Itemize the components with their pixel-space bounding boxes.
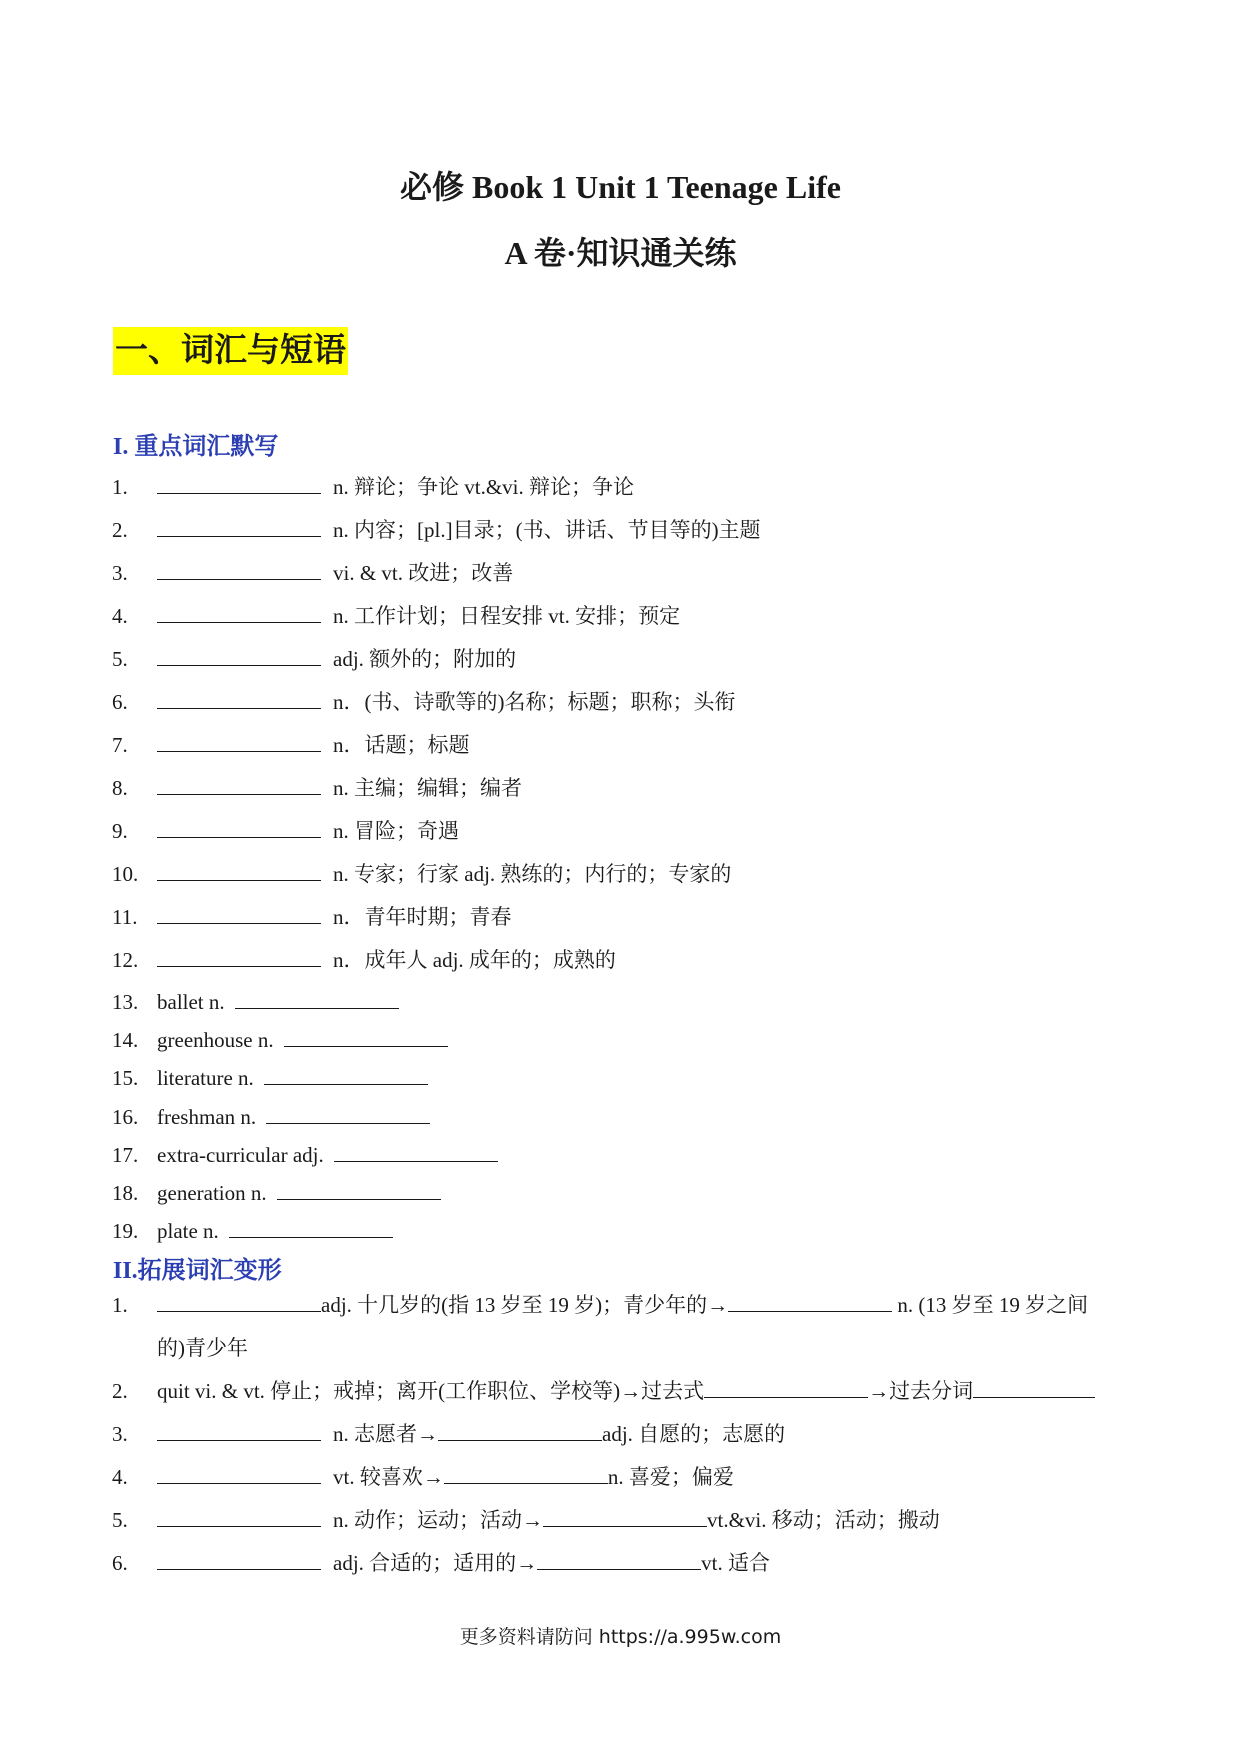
answer-blank[interactable] [157,731,321,752]
item-text: adj. 额外的；附加的 [333,647,517,671]
item-number: 1. [112,1293,128,1317]
item-text: quit vi. & vt. 停止；戒掉；离开(工作职位、学校等)→过去式 [157,1379,705,1403]
item-text: n. 工作计划；日程安排 vt. 安排；预定 [333,604,681,628]
part2-heading: II.拓展词汇变形 [113,1258,282,1284]
answer-blank[interactable] [334,1141,498,1162]
answer-blank[interactable] [543,1506,707,1527]
item-number: 2. [112,1379,128,1403]
answer-blank[interactable] [157,946,321,967]
answer-blank[interactable] [157,1420,321,1441]
item-number: 14. [112,1028,139,1052]
answer-blank[interactable] [157,559,321,580]
item-number: 9. [112,819,128,843]
item-text: generation n. [157,1181,267,1205]
item-number: 16. [112,1105,139,1129]
item-number: 11. [112,905,138,929]
answer-blank[interactable] [235,988,399,1009]
item-number: 2. [112,518,128,542]
answer-blank[interactable] [157,645,321,666]
answer-blank[interactable] [438,1420,602,1441]
item-text: vt. 较喜欢→ [333,1465,444,1489]
item-number: 15. [112,1066,139,1090]
item-text: n. 动作；运动；活动→ [333,1508,543,1532]
item-text: adj. 合适的；适用的→ [333,1551,538,1575]
item-number: 4. [112,1465,128,1489]
answer-blank[interactable] [229,1217,393,1238]
item-text: vt. 适合 [701,1551,770,1575]
answer-blank[interactable] [266,1103,430,1124]
answer-blank[interactable] [157,774,321,795]
item-number: 12. [112,948,139,972]
item-text: plate n. [157,1219,219,1243]
item-number: 5. [112,1508,128,1532]
answer-blank[interactable] [157,1463,321,1484]
answer-blank[interactable] [157,1549,321,1570]
answer-blank[interactable] [264,1064,428,1085]
item-text: freshman n. [157,1105,257,1129]
item-text: adj. 十几岁的(指 13 岁至 19 岁)；青少年的→ [321,1293,729,1317]
document-subtitle: A 卷·知识通关练 [504,235,737,271]
answer-blank[interactable] [157,1291,321,1312]
item-number: 4. [112,604,128,628]
answer-blank[interactable] [157,516,321,537]
item-text: vi. & vt. 改进；改善 [333,561,514,585]
item-number: 8. [112,776,128,800]
item-text: n. (13 岁至 19 岁之间 [892,1293,1089,1317]
answer-blank[interactable] [157,903,321,924]
item-number: 5. [112,647,128,671]
answer-blank[interactable] [444,1463,608,1484]
answer-blank[interactable] [157,602,321,623]
part1-heading: I. 重点词汇默写 [113,434,279,460]
answer-blank[interactable] [157,860,321,881]
item-text: n. 辩论；争论 vt.&vi. 辩论；争论 [333,475,635,499]
item-number: 7. [112,733,128,757]
item-text: greenhouse n. [157,1028,274,1052]
item-text: literature n. [157,1066,254,1090]
item-text: extra-curricular adj. [157,1143,324,1167]
item-number: 1. [112,475,128,499]
item-text: ballet n. [157,990,225,1014]
item-text: n. 内容；[pl.]目录；(书、讲话、节目等的)主题 [333,518,761,542]
item-number: 6. [112,1551,128,1575]
answer-blank[interactable] [157,817,321,838]
item-text: n. 冒险；奇遇 [333,819,459,843]
item-text: n. 主编；编辑；编者 [333,776,522,800]
answer-blank[interactable] [704,1377,868,1398]
item-number: 19. [112,1219,139,1243]
item-number: 17. [112,1143,139,1167]
item-number: 18. [112,1181,139,1205]
answer-blank[interactable] [284,1026,448,1047]
item-number: 6. [112,690,128,714]
item-text: →过去分词 [868,1379,974,1403]
item-text: vt.&vi. 移动；活动；搬动 [707,1508,940,1532]
item-text: n．成年人 adj. 成年的；成熟的 [333,948,616,972]
item-text: adj. 自愿的；志愿的 [602,1422,786,1446]
answer-blank[interactable] [157,1506,321,1527]
item-text: n. 志愿者→ [333,1422,438,1446]
item-text: n．青年时期；青春 [333,905,512,929]
answer-blank[interactable] [728,1291,892,1312]
answer-blank[interactable] [157,688,321,709]
item-number: 10. [112,862,139,886]
item-number: 3. [112,561,128,585]
document-title: 必修 Book 1 Unit 1 Teenage Life [400,169,841,205]
answer-blank[interactable] [973,1377,1095,1398]
answer-blank[interactable] [157,473,321,494]
item-text: n. 喜爱；偏爱 [607,1465,734,1489]
item-number: 13. [112,990,139,1014]
footer-note: 更多资料请防问 https://a.995w.com [459,1626,782,1648]
answer-blank[interactable] [537,1549,701,1570]
item-text: n．(书、诗歌等的)名称；标题；职称；头衔 [333,690,736,714]
item-text: n．话题；标题 [333,733,470,757]
item-number: 3. [112,1422,128,1446]
item-text: 的)青少年 [157,1336,248,1360]
answer-blank[interactable] [277,1179,441,1200]
item-text: n. 专家；行家 adj. 熟练的；内行的；专家的 [333,862,732,886]
section-heading: 一、词汇与短语 [113,327,348,375]
